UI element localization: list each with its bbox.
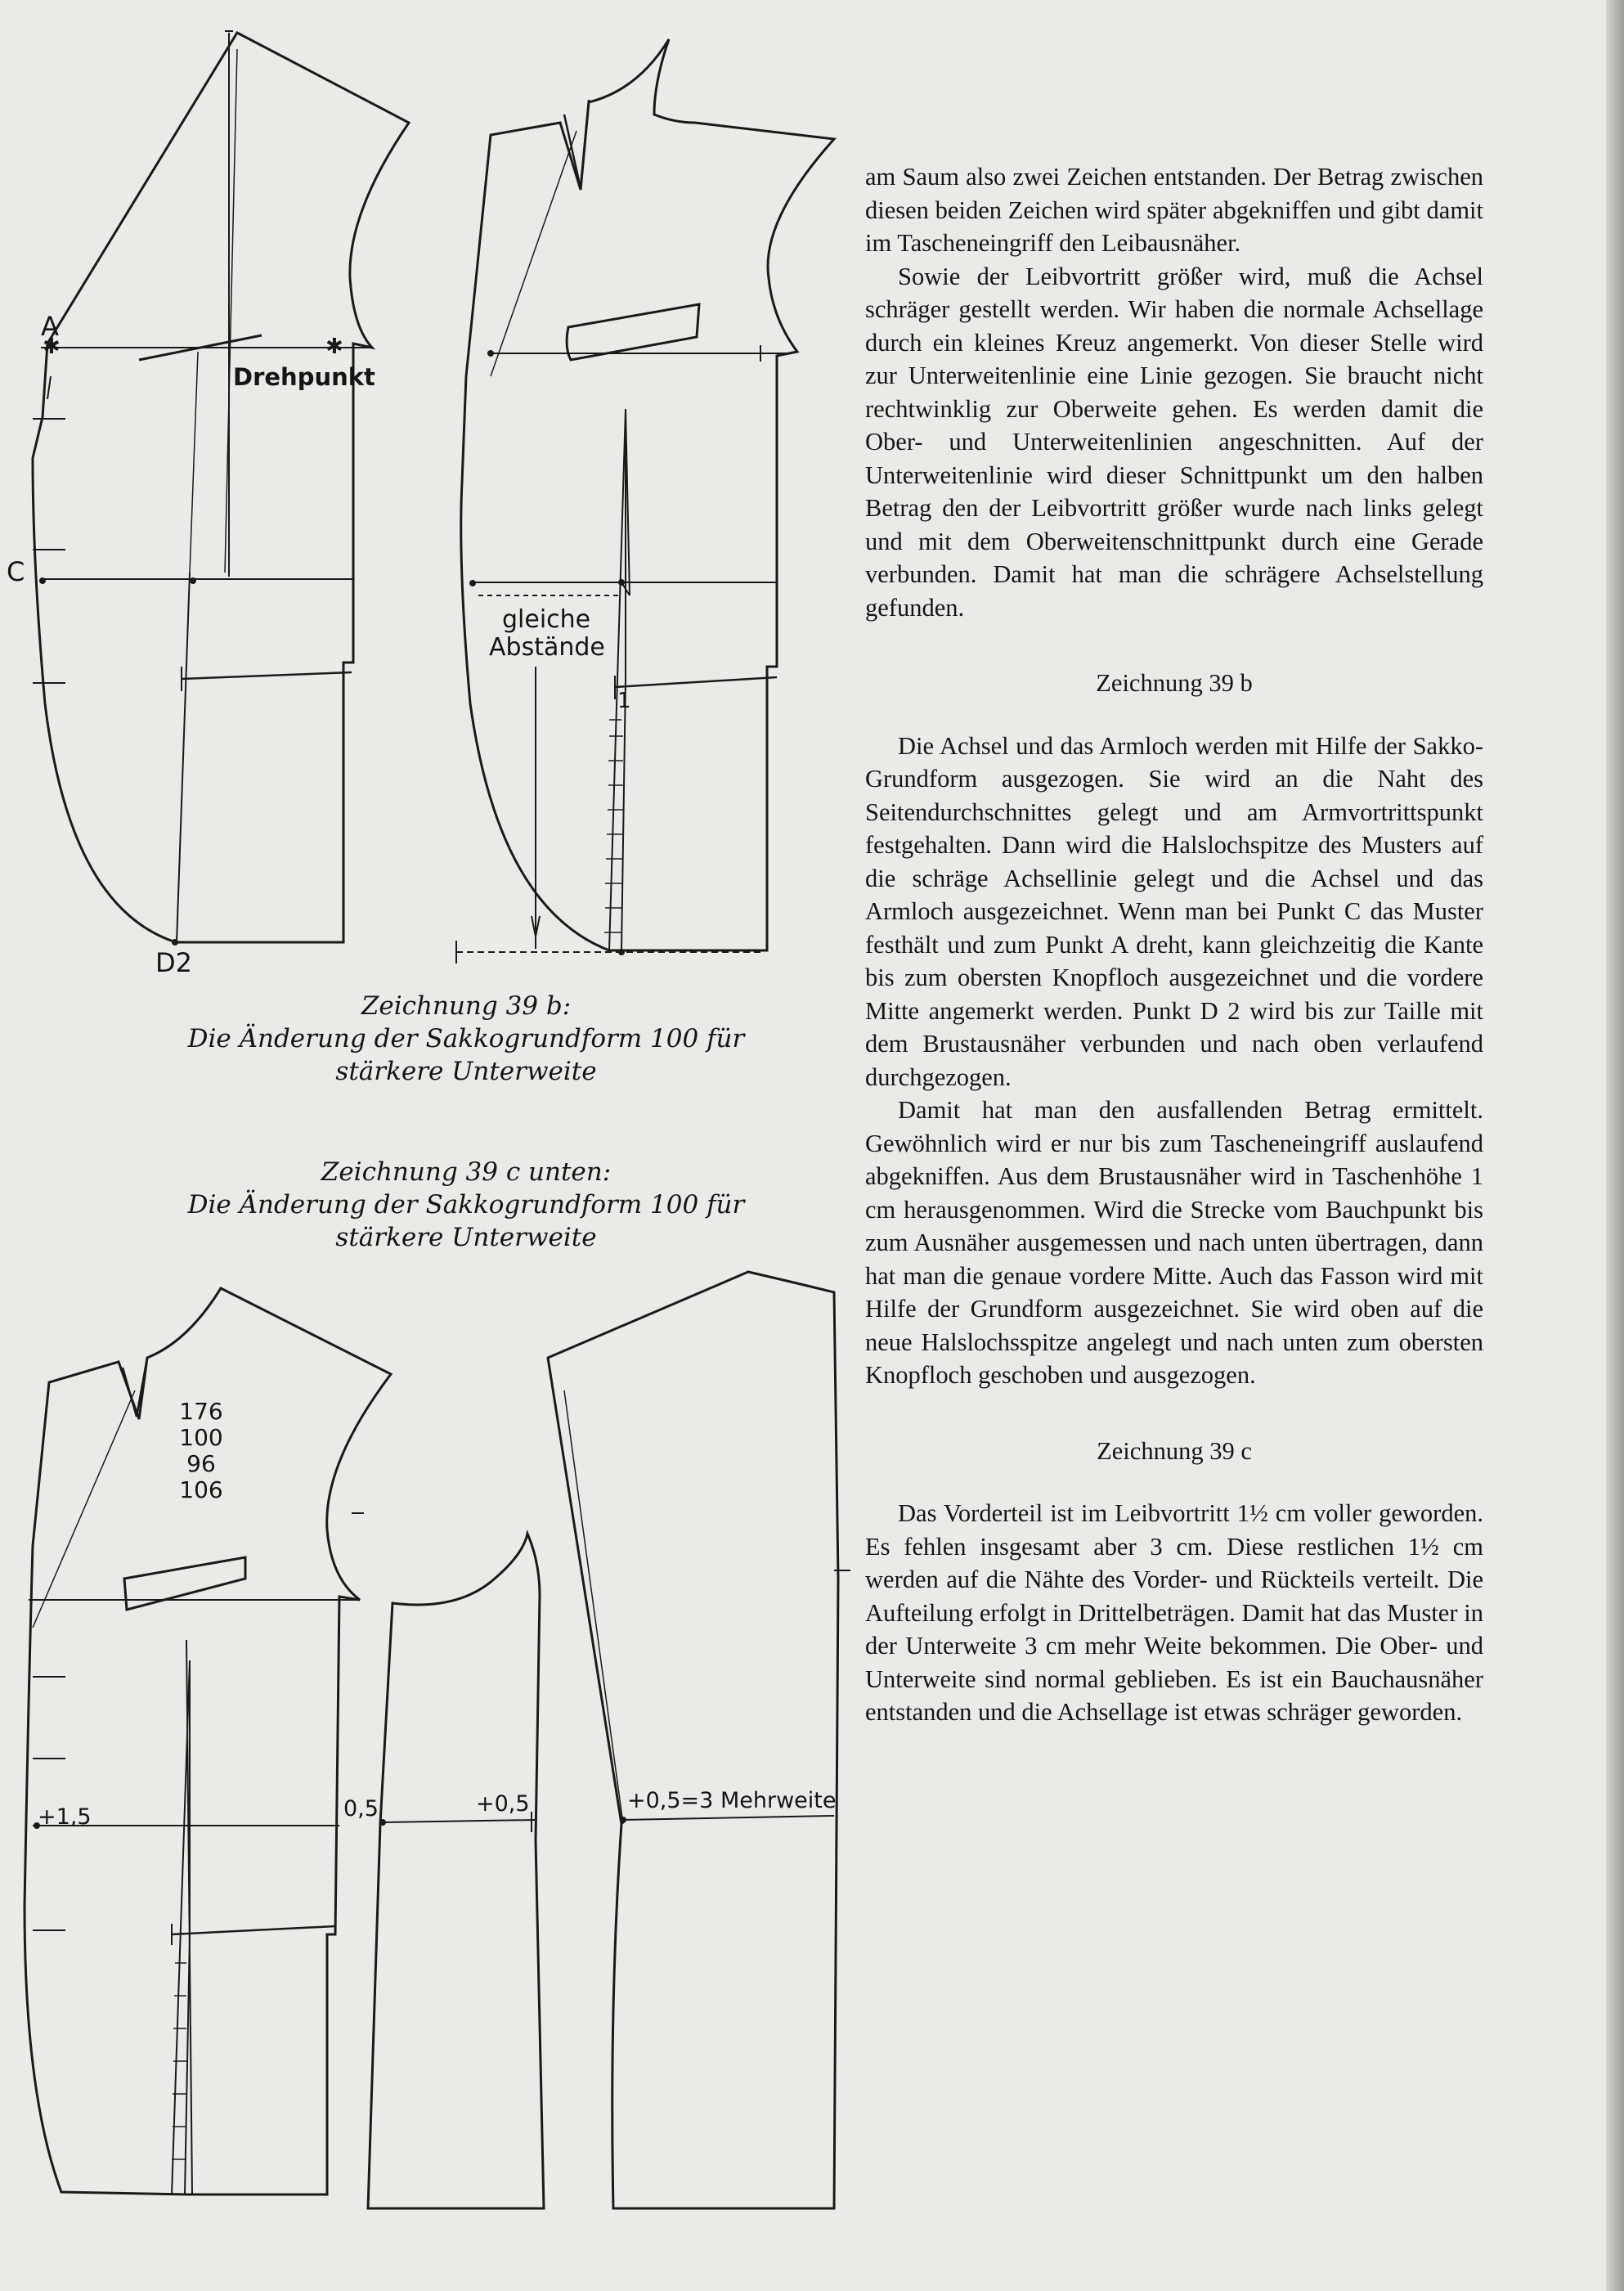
- svg-text:✱: ✱: [325, 335, 343, 359]
- label-plus-1-5: +1,5: [38, 1804, 92, 1830]
- label-0-5: 0,5: [343, 1796, 379, 1822]
- caption-39b-line2: stärkere Unterweite: [335, 1057, 597, 1086]
- caption-39b: [164, 990, 769, 1088]
- paragraph-3: Die Achsel und das Armloch werden mit Hilfe der Sakko-Grundform ausgezogen. Sie wird an die Naht des Seitendurchschnittes gelegt und am Armvortrittspunkt festgehalten. Dann wird die Halslochspitze des Musters auf die schräge Achsellinie gelegt und die Achsel und das Armloch ausgezeichnet. Wenn man bei Punkt C das Muster festhält und zum Punkt A dreht, kann gleichzeitig die Kante bis zum obersten Knopfloch ausgezeichnet und die vordere Mitte angemerkt werden. Punkt D 2 wird bis zur Taille mit dem Brustausnäher verbunden und nach oben verlaufend durchgezogen.: [865, 731, 1483, 1091]
- size-list: [178, 1399, 224, 1503]
- caption-39b-title: Zeichnung 39 b:: [361, 991, 572, 1021]
- label-abstaende: Abstände: [489, 633, 605, 662]
- label-mark-1: 1: [617, 689, 631, 713]
- label-point-d2: D2: [155, 947, 192, 978]
- paragraph-4: Damit hat man den ausfallenden Betrag ermittelt. Gewöhnlich wird er nur bis zum Tascheneingriff auslaufend abgekniffen. Aus dem Brustausnäher wird in Taschenhöhe 1 cm herausgenommen. Wird die Strecke vom Bauchpunkt bis zum Ausnäher ausgemessen und nach unten übertragen, dann hat man die genaue vordere Mitte. Auch das Fasson wird mit Hilfe der Grundform ausgezeichnet. Sie wird oben auf die neue Halslochsspitze angelegt und nach unten zum obersten Knopfloch geschoben und ausgezogen.: [865, 1096, 1483, 1389]
- label-point-a: A: [41, 311, 59, 342]
- heading-39c: Zeichnung 39 c: [1097, 1436, 1252, 1465]
- heading-39b: Zeichnung 39 b: [1096, 669, 1253, 697]
- paragraph-1: am Saum also zwei Zeichen entstanden. Der Betrag zwischen diesen beiden Zeichen wird später abgekniffen und gibt damit im Tascheneingriff den Leibausnäher.: [865, 163, 1483, 257]
- caption-39c-line2: stärkere Unterweite: [335, 1223, 597, 1252]
- label-gleiche: gleiche: [502, 605, 591, 634]
- caption-39c-line1: Die Änderung der Sakkogrundform 100 für: [187, 1190, 745, 1220]
- caption-39c: [164, 1156, 769, 1254]
- body-text: [865, 160, 1483, 1729]
- size-176: 176: [179, 1398, 223, 1425]
- paragraph-2: Sowie der Leibvortritt größer wird, muß die Achsel schräger gestellt werden. Wir haben die normale Achsellage durch ein kleines Kreuz angemerkt. Von dieser Stelle wird zur Unterweitenlinie eine Linie gezogen. Sie braucht nicht rechtwinklig zur Oberweite gehen. Es werden damit die Ober- und Unterweitenlinien angeschnitten. Auf der Unterweitenlinie wird dieser Schnittpunkt um den halben Betrag den der Leibvortritt größer wurde nach links gelegt und mit dem Oberweitenschnittpunkt durch eine Gerade verbunden. Damit hat man die schrägere Achselstellung gefunden.: [865, 262, 1483, 622]
- size-106: 106: [179, 1476, 223, 1503]
- label-drehpunkt: Drehpunkt: [233, 363, 375, 391]
- size-96: 96: [186, 1450, 216, 1477]
- label-plus-0-5: +0,5: [476, 1791, 530, 1817]
- label-mehrweite: +0,5=3 Mehrweite: [627, 1788, 837, 1813]
- page-edge-shadow: [1606, 0, 1624, 2291]
- caption-39c-title: Zeichnung 39 c unten:: [321, 1157, 612, 1187]
- label-point-c: C: [7, 556, 25, 587]
- paragraph-5: Das Vorderteil ist im Leibvortritt 1½ cm voller geworden. Es fehlen insgesamt aber 3 cm. Diese restlichen 1½ cm werden auf die Nähte des Vorder- und Rückteils verteilt. Die Aufteilung erfolgt in Drittelbeträgen. Damit hat das Muster in der Unterweite 3 cm mehr Weite bekommen. Die Ober- und Unterweite sind normal geblieben. Es ist ein Bauchausnäher entstanden und die Achsellage ist etwas schräger geworden.: [865, 1499, 1483, 1726]
- caption-39b-line1: Die Änderung der Sakkogrundform 100 für: [187, 1024, 745, 1053]
- svg-text:✱: ✱: [43, 335, 61, 359]
- size-100: 100: [179, 1424, 223, 1451]
